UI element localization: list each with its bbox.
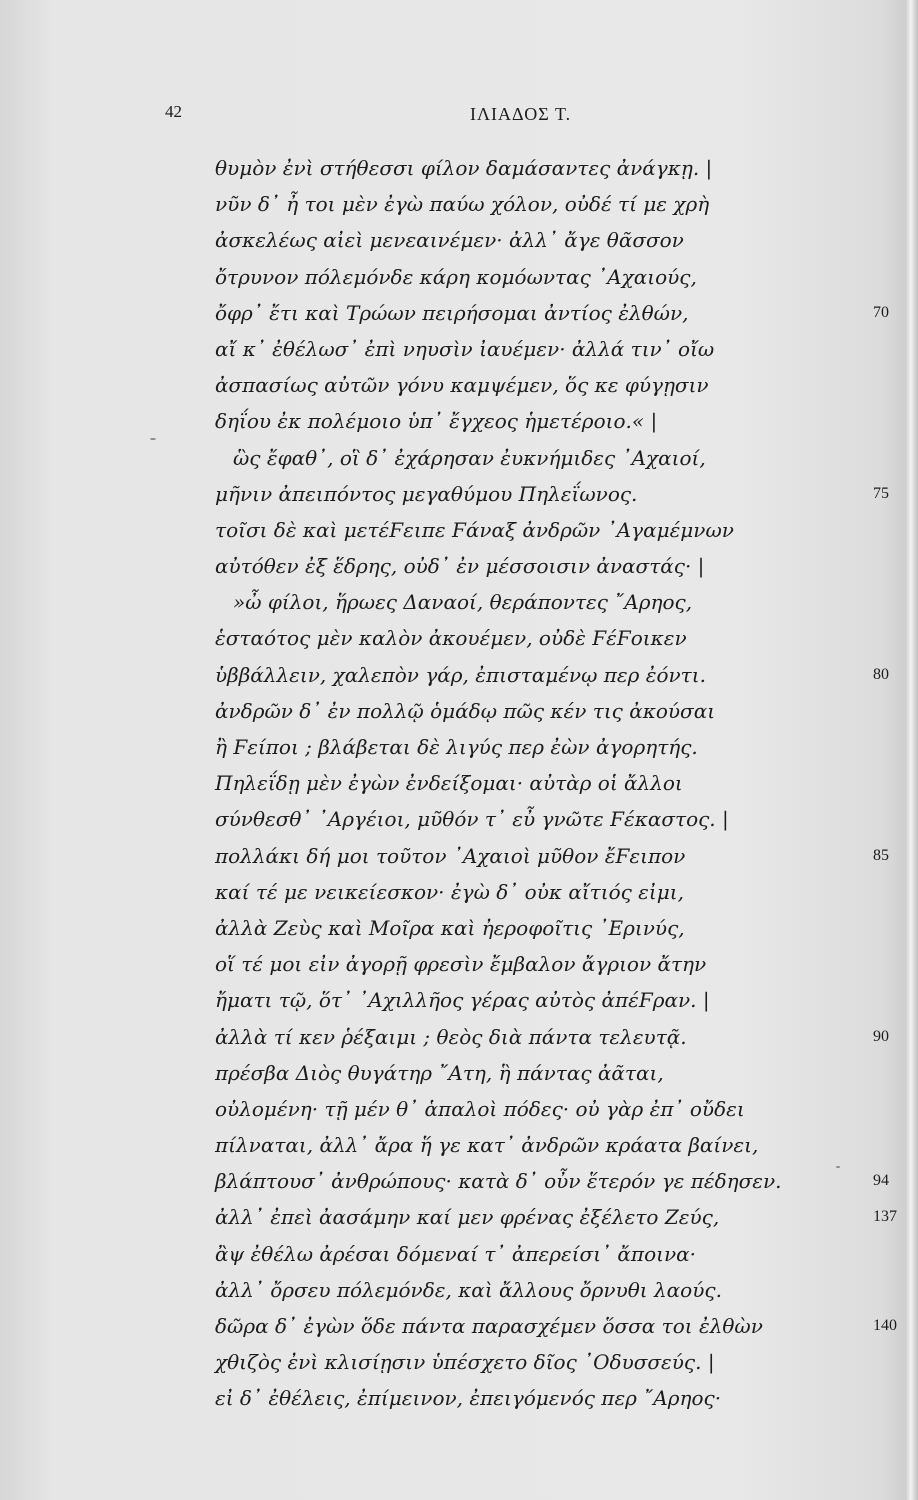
- verse-line: [215, 1127, 855, 1163]
- verse-line: [215, 512, 855, 548]
- line-number: 137: [873, 1208, 897, 1226]
- verse-line-text: ἂψ ἐθέλω ἀρέσαι δόμεναί τ᾽ ἀπερείσι᾽ ἄποινα·: [215, 1241, 696, 1266]
- verse-line: [215, 1019, 889, 1055]
- verse-line-text: οὐλομένη· τῇ μέν θ᾽ ἁπαλοὶ πόδες· οὐ γὰρ ἐπ᾽ οὔδει: [215, 1096, 745, 1121]
- line-number: 140: [873, 1317, 897, 1334]
- verse-line: [215, 874, 855, 910]
- verse-line-text: θυμὸν ἐνὶ στήθεσσι φίλον δαμάσαντες ἀνάγκῃ. |: [215, 156, 713, 180]
- verse-line: [215, 1272, 855, 1308]
- verse-line-text: χθιζὸς ἐνὶ κλισίῃσιν ὑπέσχετο δῖος ᾽Οδυσσεύς. |: [215, 1350, 715, 1375]
- page-edge: [906, 0, 918, 1500]
- running-title: ΙΛΙΑΔΟΣ Τ.: [470, 104, 572, 124]
- verse-line: [215, 657, 889, 693]
- page-number: 42: [165, 102, 182, 121]
- verse-line-text: ἀλλὰ τί κεν ῥέξαιμι ; θεὸς διὰ πάντα τελευτᾷ.: [215, 1024, 687, 1049]
- verse-line: [215, 259, 855, 295]
- verse-line-text: ἤματι τῷ, ὅτ᾽ ᾽Αχιλλῆος γέρας αὐτὸς ἀπέϜραν. |: [215, 988, 710, 1013]
- line-number: 90: [873, 1027, 889, 1045]
- verse-line: [215, 1163, 889, 1199]
- verse-line-text: νῦν δ᾽ ἦ τοι μὲν ἐγὼ παύω χόλον, οὐδέ τί με χρὴ: [215, 192, 710, 217]
- verse-line-text: ἀνδρῶν δ᾽ ἐν πολλῷ ὁμάδῳ πῶς κέν τις ἀκούσαι: [215, 698, 716, 723]
- verse-line-text: ὣς ἔφαθ᾽, οἳ δ᾽ ἐχάρησαν ἐυκνήμιδες ᾽Αχαιοί,: [233, 445, 706, 470]
- verse-line-text: πολλάκι δή μοι τοῦτον ᾽Αχαιοὶ μῦθον ἔϜειπον: [215, 843, 686, 868]
- print-speck: [836, 1166, 840, 1168]
- verse-line: [215, 1236, 855, 1272]
- verse-line-text: αἴ κ᾽ ἐθέλωσ᾽ ἐπὶ νηυσὶν ἰαυέμεν· ἀλλά τιν᾽ οἴω: [215, 336, 715, 361]
- verse-line: [215, 1199, 897, 1235]
- verse-line: [215, 476, 889, 512]
- verse-line: [215, 186, 855, 222]
- verse-line-text: ὄφρ᾽ ἔτι καὶ Τρώων πειρήσομαι ἀντίος ἐλθών,: [215, 300, 689, 325]
- verse-line: [215, 222, 855, 258]
- verse-line-text: σύνθεσθ᾽ ᾽Αργέιοι, μῦθόν τ᾽ εὖ γνῶτε Ϝέκαστος. |: [215, 807, 729, 832]
- verse-line-text: ἀλλ᾽ ὄρσευ πόλεμόνδε, καὶ ἄλλους ὄρνυθι λαούς.: [215, 1277, 722, 1302]
- verse-line-text: »ὦ φίλοι, ἥρωες Δαναοί, θεράποντες ῎Αρηος,: [233, 590, 693, 615]
- verse-line-text: πρέσβα Διὸς θυγάτηρ ῎Ατη, ἣ πάντας ἀᾶται,: [215, 1060, 664, 1085]
- verse-line: [215, 693, 855, 729]
- verse-line-text: ἑσταότος μὲν καλὸν ἀκουέμεν, οὐδὲ ϜέϜοικεν: [215, 626, 687, 651]
- line-number: 80: [873, 665, 889, 683]
- verse-line-text: ὑββάλλειν, χαλεπὸν γάρ, ἐπισταμένῳ περ ἐόντι.: [215, 662, 706, 687]
- verse-line-text: αὐτόθεν ἐξ ἕδρης, οὐδ᾽ ἐν μέσσοισιν ἀναστάς· |: [215, 554, 705, 579]
- verse-line: [215, 1344, 855, 1380]
- verse-line-text: τοῖσι δὲ καὶ μετέϜειπε Ϝάναξ ἀνδρῶν ᾽Αγαμέμνων: [215, 517, 734, 542]
- verse-line: [215, 1308, 897, 1344]
- verse-line: [215, 403, 855, 439]
- verse-line: [215, 910, 855, 946]
- line-number: 75: [873, 484, 889, 502]
- verse-line: [215, 1091, 855, 1127]
- verse-line: [215, 620, 855, 656]
- verse-line-text: οἵ τέ μοι εἰν ἀγορῇ φρεσὶν ἔμβαλον ἄγριον ἄτην: [215, 952, 707, 977]
- line-number: 85: [873, 846, 889, 864]
- verse-text: [215, 150, 897, 1417]
- verse-line: [215, 982, 855, 1018]
- verse-line-text: ἢ Ϝείποι ; βλάβεται δὲ λιγύς περ ἐὼν ἀγορητής.: [215, 735, 698, 759]
- verse-line: [215, 1055, 855, 1091]
- verse-line-text: πίλναται, ἀλλ᾽ ἄρα ἥ γε κατ᾽ ἀνδρῶν κράατα βαίνει,: [215, 1133, 759, 1158]
- verse-line-text: ἀσπασίως αὐτῶν γόνυ καμψέμεν, ὅς κε φύγῃσιν: [215, 373, 709, 398]
- verse-line: [215, 150, 855, 186]
- verse-line: [215, 729, 855, 765]
- verse-line-text: Πηλεΐδῃ μὲν ἐγὼν ἐνδείξομαι· αὐτὰρ οἱ ἄλλοι: [215, 771, 683, 796]
- verse-line-text: καί τέ με νεικείεσκον· ἐγὼ δ᾽ οὐκ αἴτιός εἰμι,: [215, 879, 684, 904]
- verse-line: [215, 584, 855, 620]
- verse-line-text: ἀλλ᾽ ἐπεὶ ἀασάμην καί μεν φρένας ἐξέλετο Ζεύς,: [215, 1205, 720, 1230]
- verse-line: [215, 440, 855, 476]
- verse-line-text: ἀλλὰ Ζεὺς καὶ Μοῖρα καὶ ἠεροφοῖτις ᾽Ερινύς,: [215, 915, 685, 940]
- verse-line-text: ἀσκελέως αἰεὶ μενεαινέμεν· ἀλλ᾽ ἄγε θᾶσσον: [215, 228, 684, 253]
- verse-line: [215, 765, 855, 801]
- verse-line: [215, 367, 855, 403]
- verse-line-text: δηΐου ἐκ πολέμοιο ὑπ᾽ ἔγχεος ἡμετέροιο.« |: [215, 409, 658, 434]
- print-speck: [150, 438, 156, 440]
- verse-line-text: εἰ δ᾽ ἐθέλεις, ἐπίμεινον, ἐπειγόμενός περ ῎Αρηος·: [215, 1386, 722, 1411]
- verse-line-text: ὄτρυνον πόλεμόνδε κάρη κομόωντας ᾽Αχαιούς,: [215, 264, 697, 289]
- verse-line-text: δῶρα δ᾽ ἐγὼν ὅδε πάντα παρασχέμεν ὅσσα τοι ἐλθὼν: [215, 1314, 763, 1338]
- line-number: 94: [873, 1172, 889, 1190]
- verse-line: [215, 946, 855, 982]
- verse-line: [215, 838, 889, 874]
- verse-line: [215, 1380, 855, 1416]
- verse-line: [215, 295, 889, 331]
- line-number: 70: [873, 303, 889, 321]
- verse-line: [215, 548, 855, 584]
- verse-line: [215, 801, 855, 837]
- verse-line-text: μῆνιν ἀπειπόντος μεγαθύμου Πηλεΐωνος.: [215, 481, 638, 506]
- verse-line: [215, 331, 855, 367]
- verse-line-text: βλάπτουσ᾽ ἀνθρώπους· κατὰ δ᾽ οὖν ἕτερόν γε πέδησεν.: [215, 1169, 782, 1194]
